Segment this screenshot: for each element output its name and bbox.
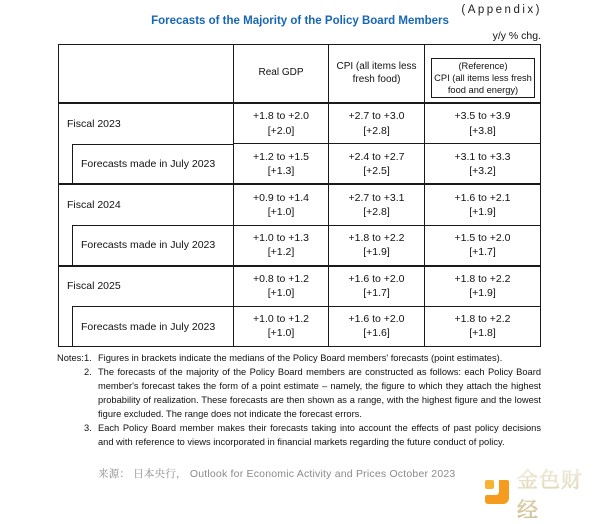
forecast-cell [425,104,540,143]
cpi-column-cells [329,267,425,346]
forecast-range: +2.7 to +3.0 [348,110,405,123]
forecast-range: +3.5 to +3.9 [454,110,511,123]
forecast-median: [+1.9] [363,246,390,259]
forecast-range: +1.6 to +2.0 [348,273,405,286]
unit-label: y/y % chg. [492,30,541,42]
gdp-column-cells [234,104,329,183]
forecast-cell [329,267,424,306]
forecast-cell [329,104,424,143]
note-number: 2. [84,366,92,377]
july-row-label: Forecasts made in July 2023 [72,306,233,346]
fiscal-row-label: Fiscal 2024 [67,199,121,212]
july-row-label: Forecasts made in July 2023 [72,144,233,184]
note-text: Each Policy Board member makes their forecasts taking into account the effects of past policy decisions and with reference to views incorporated in financial markets regarding the future conduct of policy. [98,422,541,447]
jinse-logo-icon [484,477,512,512]
forecast-range: +1.8 to +2.0 [252,110,310,123]
forecast-cell [234,225,328,265]
forecast-median: [+1.7] [363,287,390,300]
note-item-2 [57,366,541,422]
forecast-range: +1.6 to +2.1 [454,191,511,204]
forecast-range: +1.2 to +1.5 [252,150,310,163]
header-cell-real-gdp: Real GDP [234,45,329,102]
forecast-cell [234,185,328,224]
forecast-range: +1.8 to +2.2 [348,231,405,244]
reference-column-cells [425,267,540,346]
reference-header-line2: CPI (all items less fresh food and energy) [434,72,532,96]
forecast-cell [425,225,540,265]
forecast-range: +1.6 to +2.0 [348,313,405,326]
table-header-row [59,45,540,104]
cpi-column-cells [329,185,425,264]
forecast-median: [+1.0] [267,287,295,300]
label-column [59,267,234,346]
cpi-column-cells [329,104,425,183]
july-row-label: Forecasts made in July 2023 [72,225,233,265]
forecast-cell [234,143,328,183]
forecast-median: [+2.5] [363,164,390,177]
forecast-median: [+2.8] [363,205,390,218]
note-number: 1. [84,353,92,363]
forecast-range: +3.1 to +3.3 [454,150,511,163]
reference-header-line1: (Reference) [458,60,508,71]
forecast-median: [+1.9] [469,287,496,300]
forecast-median: [+3.2] [469,164,496,177]
note-number: 3. [84,422,92,433]
note-text: The forecasts of the majority of the Policy Board members are constructed as follows: each Policy Board member's forecast takes the form of a point estimate – namely, the figure to which they attach the highest probability of realization. These forecasts are then shown as a range, with the highest figure and the lowest figure excluded. The range does not indicate the forecast errors. [98,366,541,419]
forecast-median: [+1.9] [469,205,496,218]
notes-section [57,352,541,450]
header-cell-empty [59,45,234,102]
fiscal-row-label: Fiscal 2025 [67,280,121,293]
reference-header-box [431,58,535,98]
forecast-cell [425,306,540,346]
note-item-1 [57,352,541,366]
forecast-range: +2.7 to +3.1 [348,191,405,204]
forecast-range: +1.0 to +1.3 [252,231,310,244]
fiscal-row-label: Fiscal 2023 [67,117,121,130]
forecast-cell [425,143,540,183]
appendix-label-text: (Appendix) [461,4,542,16]
forecast-median: [+1.2] [267,246,295,259]
notes-label: Notes: [57,353,84,363]
forecast-range: +1.5 to +2.0 [454,231,511,244]
reference-column-cells [425,104,540,183]
forecast-cell [234,306,328,346]
label-column [59,104,234,183]
forecast-cell [234,267,328,306]
forecast-table [58,44,541,347]
page-title: Forecasts of the Majority of the Policy Board Members [151,15,449,27]
forecast-range: +1.8 to +2.2 [454,273,511,286]
forecast-median: [+2.0] [267,124,295,137]
forecast-median: [+1.3] [267,164,295,177]
reference-column-cells [425,185,540,264]
jinse-logo [484,464,600,524]
forecast-median: [+1.7] [469,246,496,259]
table-block-fiscal-2025 [59,267,540,346]
forecast-range: +0.9 to +1.4 [252,191,310,204]
label-column [59,185,234,264]
forecast-median: [+1.6] [363,327,390,340]
forecast-median: [+1.8] [469,327,496,340]
forecast-median: [+1.0] [267,205,295,218]
forecast-cell [425,185,540,224]
forecast-median: [+3.8] [469,124,496,137]
forecast-median: [+2.8] [363,124,390,137]
forecast-cell [329,306,424,346]
forecast-cell [234,104,328,143]
forecast-range: +2.4 to +2.7 [348,150,405,163]
appendix-label-clipped [422,0,542,16]
note-text: Figures in brackets indicate the medians of the Policy Board members' forecasts (point estimates). [98,353,503,363]
header-cell-reference [425,45,540,102]
forecast-cell [329,225,424,265]
forecast-range: +1.8 to +2.2 [454,313,511,326]
table-block-fiscal-2024 [59,185,540,266]
source-line: 来源： 日本央行， Outlook for Economic Activity and Prices October 2023 [98,468,456,480]
note-item-3 [57,422,541,450]
header-cell-cpi: CPI (all items less fresh food) [329,45,425,102]
forecast-cell [329,143,424,183]
forecast-cell [329,185,424,224]
forecast-cell [425,267,540,306]
gdp-column-cells [234,267,329,346]
table-block-fiscal-2023 [59,104,540,185]
forecast-range: +0.8 to +1.2 [252,273,310,286]
jinse-logo-text: 金色财经 [517,464,600,524]
gdp-column-cells [234,185,329,264]
forecast-range: +1.0 to +1.2 [252,313,310,326]
forecast-median: [+1.0] [267,327,295,340]
